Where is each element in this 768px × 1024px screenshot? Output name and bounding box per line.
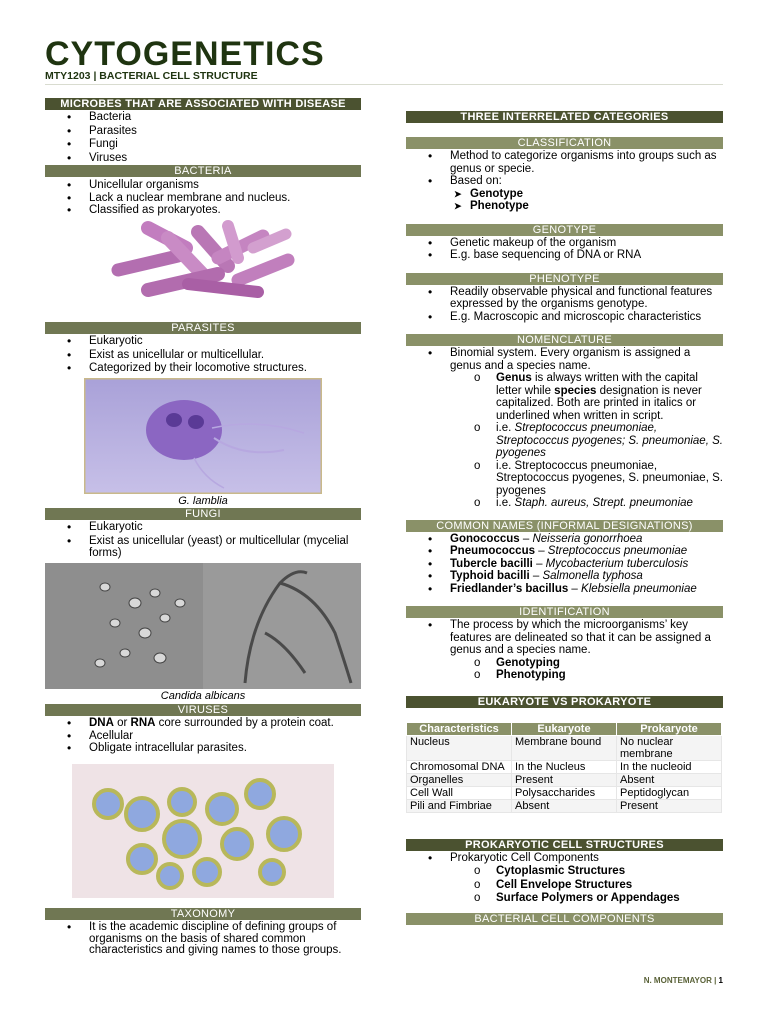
list-item: • Based on: [406,175,723,188]
page-footer: N. MONTEMAYOR | 1 [643,976,723,985]
genotype-heading: GENOTYPE [406,224,723,236]
table-cell: Nucleus [407,735,512,760]
genotype-list [406,237,723,262]
classification-heading: CLASSIFICATION [406,137,723,149]
common-names-list [406,533,723,596]
candida-image [45,563,361,689]
table-cell: Organelles [407,773,512,786]
table-cell: Present [617,799,722,812]
list-item: o Cytoplasmic Structures [406,865,723,878]
identification-heading: IDENTIFICATION [406,606,723,618]
list-item: • Typhoid bacilli – Salmonella typhosa [406,570,723,583]
taxonomy-section [45,908,361,957]
parasites-heading: PARASITES [45,322,361,334]
virus-image [72,764,334,898]
table-row [407,773,722,786]
giardia-image [84,378,322,494]
list-item: • Classified as prokaryotes. [45,204,361,217]
table-row [407,786,722,799]
bacteria-heading: BACTERIA [45,165,361,177]
table-header: Eukaryote [512,722,617,735]
list-item: • Obligate intracellular parasites. [45,742,361,755]
table-cell: In the Nucleus [512,760,617,773]
list-item: • DNA or RNA core surrounded by a protein coat. [45,717,361,730]
list-item: o i.e. Staph. aureus, Strept. pneumoniae [406,497,723,510]
parasites-list [45,335,361,375]
classification-list [406,150,723,213]
microbes-heading: MICROBES THAT ARE ASSOCIATED WITH DISEASE [45,98,361,110]
viruses-section [45,704,361,755]
nomenclature-heading: NOMENCLATURE [406,334,723,346]
list-item: • Viruses [45,152,361,165]
table-cell: Membrane bound [512,735,617,760]
fungi-heading: FUNGI [45,508,361,520]
microbes-list [45,111,361,164]
table-cell: Polysaccharides [512,786,617,799]
table-cell: Peptidoglycan [617,786,722,799]
list-item: o Phenotyping [406,669,723,682]
left-column [45,98,361,217]
phenotype-list [406,286,723,324]
list-item: • Lack a nuclear membrane and nucleus. [45,192,361,205]
list-item: o i.e. Streptococcus pneumoniae, Streptococcus pyogenes; S. pneumoniae, S. pyogenes [406,422,723,460]
right-column [406,111,723,925]
viruses-heading: VIRUSES [45,704,361,716]
giardia-caption: G. lamblia [178,495,228,507]
nomenclature-list [406,347,723,510]
euk-vs-pro-heading: EUKARYOTE VS PROKARYOTE [406,696,723,708]
table-row [407,760,722,773]
page-subtitle: MTY1203 | BACTERIAL CELL STRUCTURE [45,70,258,82]
list-item: • The process by which the microorganisms’ key features are delineated so that it can be assigned a genus and a species name. [406,619,723,657]
list-item: • Binomial system. Every organism is assigned a genus and a species name. [406,347,723,372]
table-cell: Present [512,773,617,786]
identification-list [406,619,723,682]
list-item: o i.e. Streptococcus pneumoniae, Streptococcus pyogenes, S. pneumoniae, S. pyogenes [406,460,723,498]
list-item: ➤ Phenotype [406,200,723,213]
list-item: • Fungi [45,138,361,151]
list-item: o Cell Envelope Structures [406,879,723,892]
parasites-section [45,322,361,375]
table-cell: Absent [617,773,722,786]
list-item: • Gonococcus – Neisseria gonorrhoea [406,533,723,546]
fungi-list [45,521,361,560]
list-item: • Exist as unicellular (yeast) or multicellular (mycelial forms) [45,535,361,560]
list-item: • E.g. base sequencing of DNA or RNA [406,249,723,262]
list-item: • Parasites [45,125,361,138]
page-title: CYTOGENETICS [45,35,325,73]
list-item: • Tubercle bacilli – Mycobacterium tuberculosis [406,558,723,571]
table-row [407,735,722,760]
table-cell: Cell Wall [407,786,512,799]
three-categories-heading: THREE INTERRELATED CATEGORIES [406,111,723,123]
table-cell: Absent [512,799,617,812]
list-item: • E.g. Macroscopic and microscopic characteristics [406,311,723,324]
table-header: Prokaryote [617,722,722,735]
fungi-section [45,508,361,560]
common-names-heading: COMMON NAMES (INFORMAL DESIGNATIONS) [406,520,723,532]
list-item: • Friedlander’s bacillus – Klebsiella pneumoniae [406,583,723,596]
table-row [407,799,722,812]
list-item: o Surface Polymers or Appendages [406,892,723,905]
list-item: • Genetic makeup of the organism [406,237,723,250]
prokaryotic-list [406,852,723,905]
bacterial-components-heading: BACTERIAL CELL COMPONENTS [406,913,723,925]
list-item: • Unicellular organisms [45,179,361,192]
list-item: o Genotyping [406,657,723,670]
list-item: • It is the academic discipline of defining groups of organisms on the basis of shared common characteristics and giving names to those groups. [45,922,361,957]
table-cell: Pili and Fimbriae [407,799,512,812]
list-item: • Pneumococcus – Streptococcus pneumoniae [406,545,723,558]
list-item: o Genus is always written with the capital letter while species designation is never capitalized. Both are printed in italics or underlined when written in script. [406,372,723,422]
table-cell: No nuclear membrane [617,735,722,760]
table-cell: In the nucleoid [617,760,722,773]
list-item: • Eukaryotic [45,335,361,348]
viruses-list [45,717,361,755]
list-item: ➤ Genotype [406,188,723,201]
phenotype-heading: PHENOTYPE [406,273,723,285]
taxonomy-list [45,922,361,957]
list-item: • Prokaryotic Cell Components [406,852,723,865]
list-item: • Eukaryotic [45,521,361,534]
list-item: • Readily observable physical and functional features expressed by the organisms genotype. [406,286,723,311]
prokaryotic-heading: PROKARYOTIC CELL STRUCTURES [406,839,723,851]
euk-vs-pro-table [406,722,722,813]
list-item: • Categorized by their locomotive structures. [45,362,361,375]
bacteria-list [45,179,361,217]
candida-caption: Candida albicans [160,690,246,702]
bacteria-image [108,218,308,304]
list-item: • Acellular [45,730,361,743]
list-item: • Bacteria [45,111,361,124]
list-item: • Method to categorize organisms into groups such as genus or specie. [406,150,723,175]
header-divider [45,84,723,85]
list-item: • Exist as unicellular or multicellular. [45,349,361,362]
table-cell: Chromosomal DNA [407,760,512,773]
table-header: Characteristics [407,722,512,735]
taxonomy-heading: TAXONOMY [45,908,361,920]
